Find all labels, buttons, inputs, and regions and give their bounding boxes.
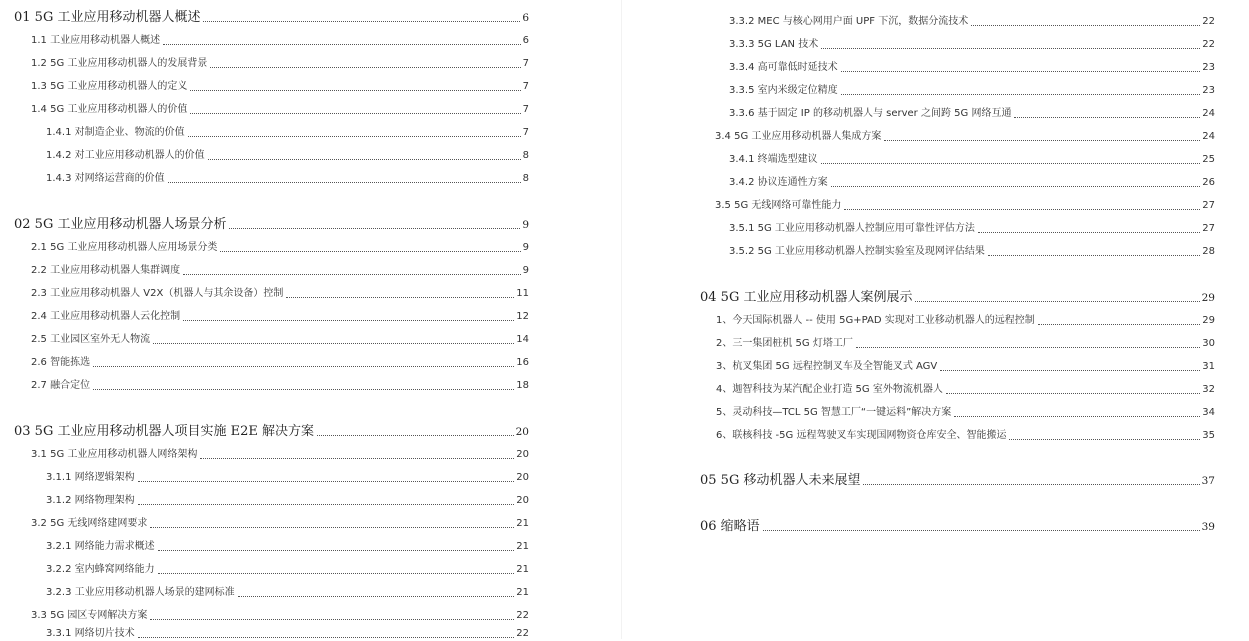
toc-entry[interactable]: 3.5.1 5G 工业应用移动机器人控制应用可靠性评估方法 27 (729, 223, 1215, 234)
page-number: 22 (516, 628, 529, 639)
page-number: 21 (516, 564, 529, 575)
page-number: 7 (522, 104, 529, 115)
page-number: 8 (522, 150, 529, 161)
dot-leader (940, 370, 1200, 371)
dot-leader (183, 320, 514, 321)
toc-chapter-02[interactable]: 02 5G 工业应用移动机器人场景分析 9 (14, 217, 529, 232)
page-number: 22 (1202, 16, 1215, 27)
page-number: 23 (1202, 62, 1215, 73)
page-number: 21 (516, 541, 529, 552)
dot-leader (988, 255, 1200, 256)
page-number: 30 (1202, 338, 1215, 349)
dot-leader (208, 159, 521, 160)
toc-entry[interactable]: 2.3 工业应用移动机器人 V2X（机器人与其余设备）控制 11 (31, 288, 529, 299)
dot-leader (163, 44, 521, 45)
page-number: 6 (522, 35, 529, 46)
page-number: 7 (522, 81, 529, 92)
dot-leader (821, 48, 1200, 49)
toc-entry[interactable]: 2.6 智能拣选 16 (31, 357, 529, 368)
page-number: 18 (516, 380, 529, 391)
page-number: 27 (1202, 223, 1215, 234)
dot-leader (190, 113, 520, 114)
toc-entry[interactable]: 2.1 5G 工业应用移动机器人应用场景分类 9 (31, 242, 529, 253)
toc-entry[interactable]: 1.3 5G 工业应用移动机器人的定义 7 (31, 81, 529, 92)
toc-entry[interactable]: 1.4.1 对制造企业、物流的价值 7 (46, 127, 529, 138)
page-number: 14 (516, 334, 529, 345)
toc-entry[interactable]: 2.4 工业应用移动机器人云化控制 12 (31, 311, 529, 322)
toc-chapter-05[interactable]: 05 5G 移动机器人未来展望 37 (700, 473, 1215, 488)
toc-entry[interactable]: 3.3.2 MEC 与核心网用户面 UPF 下沉，数据分流技术 22 (729, 16, 1215, 27)
toc-entry[interactable]: 3.3 5G 园区专网解决方案 22 (31, 610, 529, 621)
page-number: 37 (1201, 475, 1215, 487)
toc-entry[interactable]: 3.3.6 基于固定 IP 的移动机器人与 server 之间跨 5G 网络互通 24 (729, 108, 1215, 119)
dot-leader (1038, 324, 1201, 325)
toc-entry[interactable]: 3.1.1 网络逻辑架构 20 (46, 472, 529, 483)
dot-leader (93, 366, 514, 367)
page-number: 9 (522, 242, 529, 253)
dot-leader (153, 343, 514, 344)
toc-entry[interactable]: 3.2.3 工业应用移动机器人场景的建网标准 21 (46, 587, 529, 598)
dot-leader (188, 136, 521, 137)
dot-leader (317, 435, 514, 436)
dot-leader (971, 25, 1200, 26)
page-gutter (621, 0, 622, 639)
toc-entry[interactable]: 3.3.1 网络切片技术 22 (46, 628, 529, 639)
page-number: 8 (522, 173, 529, 184)
dot-leader (93, 389, 514, 390)
dot-leader (831, 186, 1201, 187)
toc-chapter-04[interactable]: 04 5G 工业应用移动机器人案例展示 29 (700, 290, 1215, 305)
dot-leader (1014, 117, 1200, 118)
toc-entry[interactable]: 3.3.5 室内米级定位精度 23 (729, 85, 1215, 96)
page-number: 25 (1202, 154, 1215, 165)
dot-leader (210, 67, 520, 68)
dot-leader (286, 297, 514, 298)
toc-entry[interactable]: 1.2 5G 工业应用移动机器人的发展背景 7 (31, 58, 529, 69)
toc-entry[interactable]: 3.2.1 网络能力需求概述 21 (46, 541, 529, 552)
toc-entry[interactable]: 2、三一集团桩机 5G 灯塔工厂 30 (716, 338, 1215, 349)
dot-leader (220, 251, 520, 252)
toc-entry[interactable]: 4、迦智科技为某汽配企业打造 5G 室外物流机器人 32 (716, 384, 1215, 395)
dot-leader (229, 228, 520, 229)
toc-entry[interactable]: 3.4.1 终端选型建议 25 (729, 154, 1215, 165)
page-number: 39 (1201, 521, 1215, 533)
toc-entry[interactable]: 5、灵动科技—TCL 5G 智慧工厂“一键运料”解决方案 34 (716, 407, 1215, 418)
dot-leader (150, 619, 514, 620)
page-number: 12 (516, 311, 529, 322)
page-number: 21 (516, 518, 529, 529)
dot-leader (190, 90, 520, 91)
toc-entry[interactable]: 2.2 工业应用移动机器人集群调度 9 (31, 265, 529, 276)
dot-leader (150, 527, 514, 528)
page-number: 35 (1202, 430, 1215, 441)
page-number: 26 (1202, 177, 1215, 188)
dot-leader (183, 274, 521, 275)
toc-entry[interactable]: 1.4 5G 工业应用移动机器人的价值 7 (31, 104, 529, 115)
dot-leader (138, 637, 515, 638)
page-number: 29 (1202, 315, 1215, 326)
page-number: 21 (516, 587, 529, 598)
dot-leader (954, 416, 1200, 417)
toc-entry[interactable]: 1、今天国际机器人 -- 使用 5G+PAD 实现对工业移动机器人的远程控制 29 (716, 315, 1215, 326)
page-number: 24 (1202, 108, 1215, 119)
toc-entry[interactable]: 3.4 5G 工业应用移动机器人集成方案 24 (715, 131, 1215, 142)
dot-leader (200, 458, 514, 459)
page-number: 23 (1202, 85, 1215, 96)
toc-entry[interactable]: 2.5 工业园区室外无人物流 14 (31, 334, 529, 345)
page-number: 16 (516, 357, 529, 368)
dot-leader (863, 484, 1199, 485)
dot-leader (158, 573, 515, 574)
page-number: 22 (1202, 39, 1215, 50)
page-number: 20 (515, 426, 529, 438)
dot-leader (946, 393, 1200, 394)
toc-entry[interactable]: 3.5 5G 无线网络可靠性能力 27 (715, 200, 1215, 211)
dot-leader (821, 163, 1201, 164)
toc-entry[interactable]: 2.7 融合定位 18 (31, 380, 529, 391)
page-number: 20 (516, 495, 529, 506)
page-number: 20 (516, 449, 529, 460)
page-number: 9 (522, 265, 529, 276)
page-number: 34 (1202, 407, 1215, 418)
toc-entry[interactable]: 3.2 5G 无线网络建网要求 21 (31, 518, 529, 529)
page-number: 27 (1202, 200, 1215, 211)
dot-leader (158, 550, 515, 551)
page-number: 20 (516, 472, 529, 483)
page-number: 32 (1202, 384, 1215, 395)
dot-leader (138, 504, 515, 505)
toc-entry[interactable]: 1.4.2 对工业应用移动机器人的价值 8 (46, 150, 529, 161)
dot-leader (884, 140, 1200, 141)
page-number: 28 (1202, 246, 1215, 257)
toc-entry[interactable]: 3.1.2 网络物理架构 20 (46, 495, 529, 506)
toc-entry[interactable]: 3.5.2 5G 工业应用移动机器人控制实验室及现网评估结果 28 (729, 246, 1215, 257)
toc-entry[interactable]: 3.3.3 5G LAN 技术 22 (729, 39, 1215, 50)
toc-entry[interactable]: 3.1 5G 工业应用移动机器人网络架构 20 (31, 449, 529, 460)
toc-entry[interactable]: 3.2.2 室内蜂窝网络能力 21 (46, 564, 529, 575)
page-number: 7 (522, 127, 529, 138)
toc-entry[interactable]: 6、联核科技 -5G 远程驾驶叉车实现国网物资仓库安全、智能搬运 35 (716, 430, 1215, 441)
toc-chapter-01[interactable]: 01 5G 工业应用移动机器人概述 6 (14, 10, 529, 25)
toc-chapter-06[interactable]: 06 缩略语 39 (700, 519, 1215, 534)
page-number: 6 (522, 12, 529, 24)
dot-leader (138, 481, 515, 482)
dot-leader (841, 94, 1201, 95)
toc-entry[interactable]: 3、杭叉集团 5G 远程控制叉车及全智能叉式 AGV 31 (716, 361, 1215, 372)
dot-leader (203, 21, 520, 22)
dot-leader (763, 530, 1200, 531)
page-number: 11 (516, 288, 529, 299)
dot-leader (168, 182, 521, 183)
dot-leader (915, 301, 1199, 302)
page-number: 31 (1202, 361, 1215, 372)
page-number: 24 (1202, 131, 1215, 142)
dot-leader (978, 232, 1200, 233)
toc-entry[interactable]: 3.3.4 高可靠低时延技术 23 (729, 62, 1215, 73)
dot-leader (841, 71, 1201, 72)
dot-leader (856, 347, 1200, 348)
page-number: 22 (516, 610, 529, 621)
toc-entry[interactable]: 1.1 工业应用移动机器人概述 6 (31, 35, 529, 46)
page-number: 7 (522, 58, 529, 69)
page-number: 29 (1201, 292, 1215, 304)
toc-chapter-03[interactable]: 03 5G 工业应用移动机器人项目实施 E2E 解决方案 20 (14, 424, 529, 439)
toc-entry[interactable]: 3.4.2 协议连通性方案 26 (729, 177, 1215, 188)
dot-leader (1009, 439, 1200, 440)
toc-entry[interactable]: 1.4.3 对网络运营商的价值 8 (46, 173, 529, 184)
dot-leader (844, 209, 1200, 210)
page-number: 9 (522, 219, 529, 231)
dot-leader (238, 596, 515, 597)
